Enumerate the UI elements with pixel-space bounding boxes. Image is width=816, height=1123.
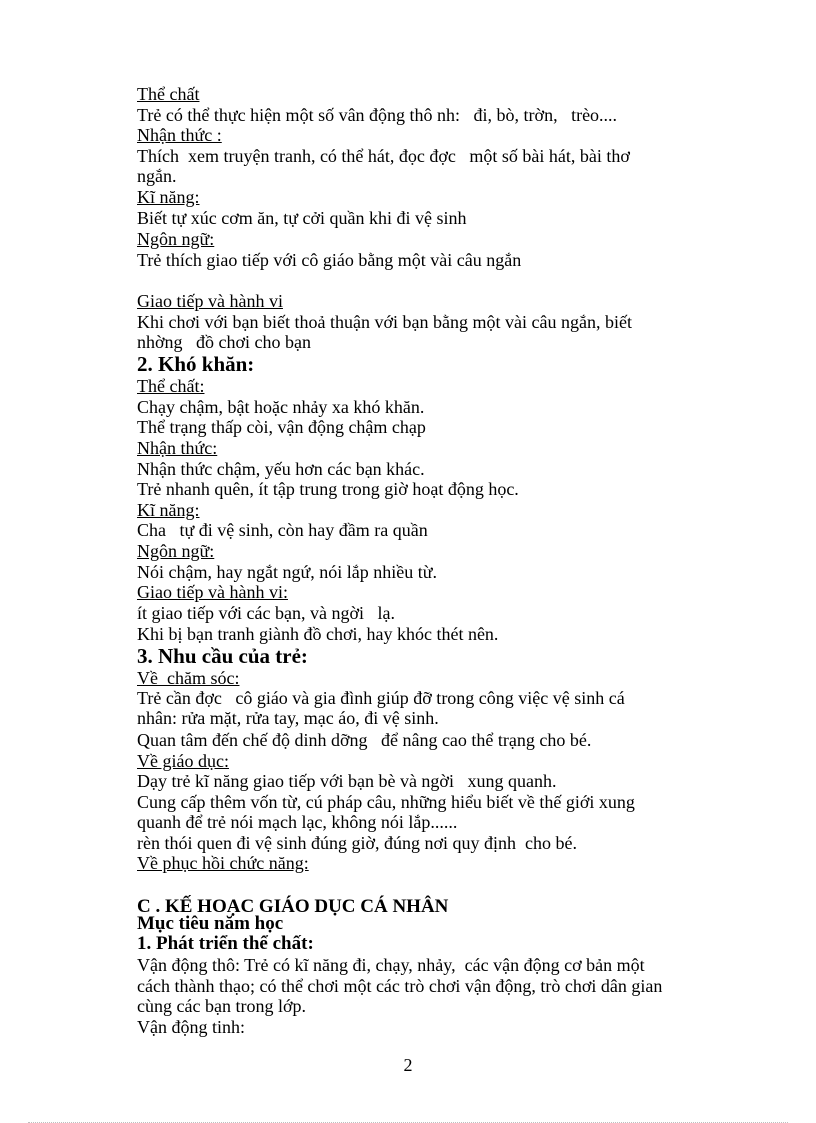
text-line: ngắn. xyxy=(137,166,177,186)
heading-ve-giao-duc: Về giáo dục: xyxy=(137,751,229,771)
section-heading-nhu-cau: 3. Nhu cầu của trẻ: xyxy=(137,644,308,668)
heading-ki-nang: Kĩ năng: xyxy=(137,500,200,520)
heading-nhan-thuc: Nhận thức: xyxy=(137,438,218,458)
text-line: Trẻ thích giao tiếp với cô giáo bằng một vài câu ngắn xyxy=(137,250,522,270)
text-line: Cung cấp thêm vốn từ, cú pháp câu, những hiểu biết về thế giới xung xyxy=(137,792,635,812)
text-line: cùng các bạn trong lớp. xyxy=(137,996,306,1016)
text-line: Dạy trẻ kĩ năng giao tiếp với bạn bè và ngời xung quanh. xyxy=(137,771,557,791)
text-line: rèn thói quen đi vệ sinh đúng giờ, đúng nơi quy định cho bé. xyxy=(137,833,577,853)
text-line: Vận động tinh: xyxy=(137,1017,245,1037)
heading-ve-cham-soc: Về chăm sóc: xyxy=(137,668,240,688)
heading-ngon-ngu: Ngôn ngữ: xyxy=(137,229,215,249)
text-line: Trẻ có thể thực hiện một số vân động thô nh: đi, bò, trờn, trèo.... xyxy=(137,105,618,125)
text-line: Nhận thức chậm, yếu hơn các bạn khác. xyxy=(137,459,425,479)
heading-ve-phuc-hoi: Về phục hồi chức năng: xyxy=(137,853,309,873)
heading-ngon-ngu: Ngôn ngữ: xyxy=(137,541,215,561)
text-line: Khi chơi với bạn biết thoả thuận với bạn bằng một vài câu ngắn, biết xyxy=(137,312,632,332)
text-line: Cha tự đi vệ sinh, còn hay đầm ra quần xyxy=(137,520,428,540)
section-heading-kho-khan: 2. Khó khăn: xyxy=(137,352,255,376)
text-line: Vận động thô: Trẻ có kĩ năng đi, chạy, nhảy, các vận động cơ bản một xyxy=(137,955,645,975)
heading-the-chat: Thể chất: xyxy=(137,376,205,396)
text-line: nhân: rửa mặt, rửa tay, mạc áo, đi vệ sinh. xyxy=(137,708,439,728)
heading-giao-tiep: Giao tiếp và hành vi: xyxy=(137,582,288,602)
subheading-phat-trien: 1. Phát triển thể chất: xyxy=(137,933,314,954)
heading-nhan-thuc: Nhận thức : xyxy=(137,125,222,145)
heading-giao-tiep: Giao tiếp và hành vi xyxy=(137,291,283,311)
text-line: Biết tự xúc cơm ăn, tự cởi quần khi đi vệ sinh xyxy=(137,208,467,228)
text-line: Khi bị bạn tranh giành đồ chơi, hay khóc thét nên. xyxy=(137,624,499,644)
text-line: Quan tâm đến chế độ dinh dỡng để nâng cao thể trạng cho bé. xyxy=(137,730,592,750)
text-line: Thích xem truyện tranh, có thể hát, đọc đợc một số bài hát, bài thơ xyxy=(137,146,630,166)
text-line: Nói chậm, hay ngắt ngứ, nói lắp nhiều từ. xyxy=(137,562,437,582)
subheading-muc-tieu: Mục tiêu năm học xyxy=(137,913,284,934)
text-line: ít giao tiếp với các bạn, và ngời lạ. xyxy=(137,603,395,623)
text-line: Trẻ cần đợc cô giáo và gia đình giúp đỡ trong công việc vệ sinh cá xyxy=(137,688,625,708)
heading-ki-nang: Kĩ năng: xyxy=(137,187,200,207)
text-line: Thể trạng thấp còi, vận động chậm chạp xyxy=(137,417,426,437)
section-heading-ke-hoach: C . KẾ HOẠC GIÁO DỤC CÁ NHÂN xyxy=(137,896,449,917)
text-line: quanh để trẻ nói mạch lạc, không nói lắp...... xyxy=(137,812,458,832)
text-line: Chạy chậm, bật hoặc nhảy xa khó khăn. xyxy=(137,397,425,417)
text-line: cách thành thạo; có thể chơi một các trò chơi vận động, trò chơi dân gian xyxy=(137,976,663,996)
page-number: 2 xyxy=(403,1055,413,1075)
heading-the-chat: Thể chất xyxy=(137,84,200,104)
text-line: Trẻ nhanh quên, ít tập trung trong giờ hoạt động học. xyxy=(137,479,519,499)
text-line: nhờng đồ chơi cho bạn xyxy=(137,332,312,352)
